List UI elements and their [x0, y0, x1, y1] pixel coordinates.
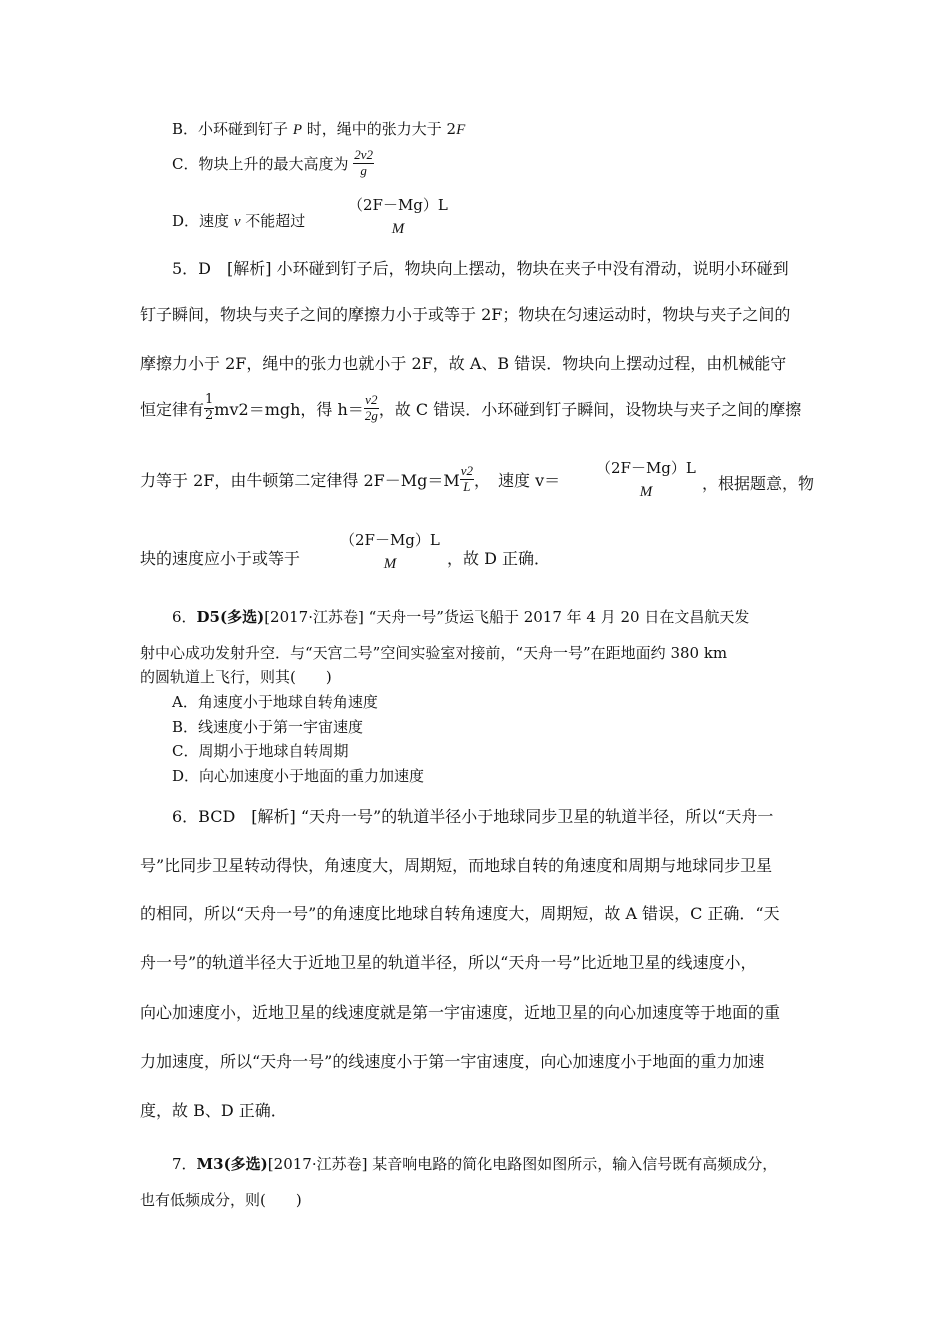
question-6-option-a: A．角速度小于地球自转角速度	[172, 693, 378, 711]
answer-6-line-7: 度，故 B、D 正确．	[140, 1101, 287, 1120]
answer-5-line-2: 钉子瞬间，物块与夹子之间的摩擦力小于或等于 2F；物块在匀速运动时，物块与夹子之间的	[140, 305, 791, 324]
answer-5-line-5-tail: ，根据题意，物	[702, 474, 815, 493]
answer-5-line-6-tail: ，故 D 正确．	[447, 549, 551, 568]
q4-option-d: D．速度 v 不能超过	[172, 212, 306, 230]
answer-6-line-5: 向心加速度小，近地卫星的线速度就是第一宇宙速度，近地卫星的向心加速度等于地面的重	[140, 1003, 781, 1022]
answer-5-line-5-fraction: （2F－Mg）L M	[596, 459, 696, 500]
question-6-line-1: 6．D5(多选)[2017·江苏卷] “天舟一号”货运飞船于 2017 年 4 月 20 日在文昌航天发	[172, 608, 750, 626]
question-6-line-3: 的圆轨道上飞行，则其( )	[140, 668, 332, 686]
answer-5-line-4: 恒定律有 $\frac{1}{2}$ mv2＝mgh，得 h＝ $\frac{v2}{2g}$ ，故 C 错误．小环碰到钉子瞬间，设物块与夹子之间的摩擦	[140, 392, 802, 423]
answer-6-line-6: 力加速度，所以“天舟一号”的线速度小于第一宇宙速度，向心加速度小于地面的重力加速	[140, 1052, 765, 1071]
question-6-option-b: B．线速度小于第一宇宙速度	[172, 718, 364, 736]
q4-option-b: B．小环碰到钉子 P 时，绳中的张力大于 2F	[172, 120, 466, 138]
answer-6-line-3: 的相同，所以“天舟一号”的角速度比地球自转角速度大，周期短，故 A 错误，C 正确．“天	[140, 904, 780, 923]
question-7-line-1: 7．M3(多选)[2017·江苏卷] 某音响电路的简化电路图如图所示，输入信号既有高频成分，	[172, 1155, 778, 1173]
question-6-line-2: 射中心成功发射升空．与“天宫二号”空间实验室对接前，“天舟一号”在距地面约 380 km	[140, 644, 728, 662]
answer-6-line-4: 舟一号”的轨道半径大于近地卫星的轨道半径，所以“天舟一号”比近地卫星的线速度小，	[140, 953, 757, 972]
answer-6-line-1: 6．BCD [解析] “天舟一号”的轨道半径小于地球同步卫星的轨道半径，所以“天舟一	[172, 807, 774, 826]
answer-5-line-1: 5．D [解析] 小环碰到钉子后，物块向上摆动，物块在夹子中没有滑动，说明小环碰到	[172, 259, 789, 278]
question-6-option-c: C．周期小于地球自转周期	[172, 742, 349, 760]
q4-option-d-fraction: （2F－Mg）L M	[348, 196, 448, 237]
answer-5-line-5: 力等于 2F，由牛顿第二定律得 2F－Mg＝M $\frac{v2}{L}$ ， 速度 v＝	[140, 463, 561, 494]
q4-option-c: C．物块上升的最大高度为 $\frac{2v2}{g}$	[172, 147, 374, 178]
question-6-option-d: D．向心加速度小于地面的重力加速度	[172, 767, 425, 785]
answer-5-line-6: 块的速度应小于或等于	[140, 549, 301, 568]
answer-5-line-3: 摩擦力小于 2F，绳中的张力也就小于 2F，故 A、B 错误．物块向上摆动过程，由机械能守	[140, 354, 787, 373]
answer-6-line-2: 号”比同步卫星转动得快，角速度大，周期短，而地球自转的角速度和周期与地球同步卫星	[140, 856, 773, 875]
question-7-line-2: 也有低频成分，则( )	[140, 1191, 302, 1209]
answer-5-line-6-fraction: （2F－Mg）L M	[340, 531, 440, 572]
